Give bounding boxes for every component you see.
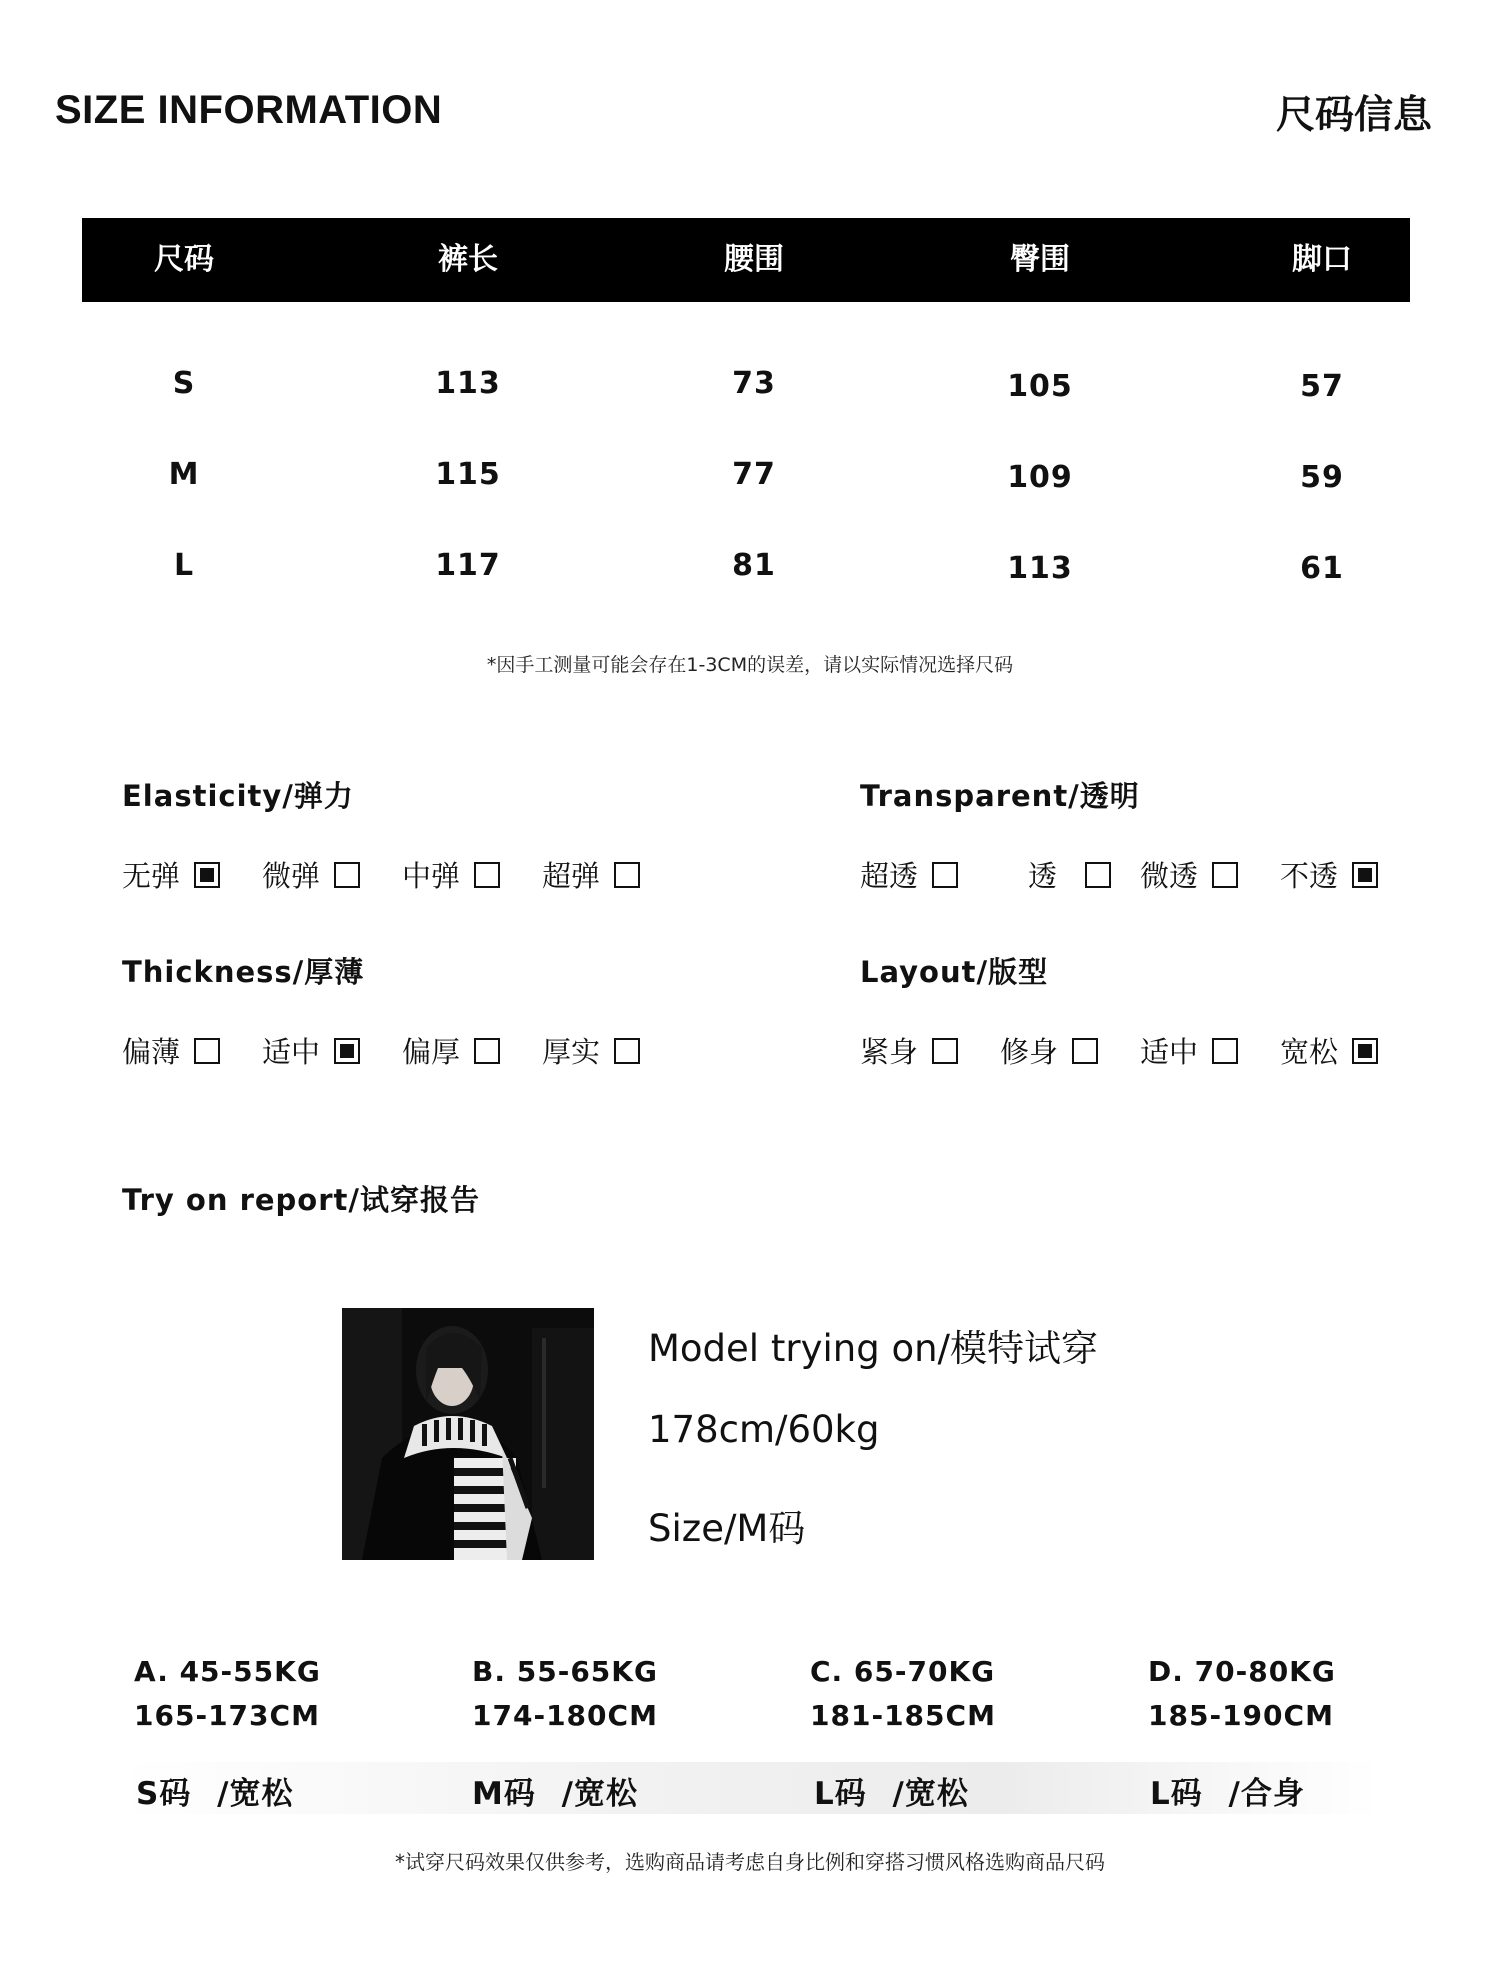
option-label: 超透 [860, 859, 919, 893]
thickness-title: Thickness/厚薄 [122, 955, 365, 989]
fit-group-height: 174-180CM [472, 1699, 658, 1732]
checkbox-checked-icon[interactable] [194, 862, 220, 888]
table-cell: 117 [435, 548, 501, 583]
table-cell: 109 [1007, 460, 1073, 495]
table-cell: 57 [1300, 369, 1344, 404]
option-label: 偏厚 [402, 1035, 461, 1069]
model-photo-image [342, 1308, 594, 1560]
checkbox-icon[interactable] [932, 1038, 958, 1064]
table-cell: M [168, 457, 200, 492]
option-label: 适中 [1140, 1035, 1199, 1069]
layout-options [860, 1030, 1420, 1071]
fit-group-b [472, 1650, 658, 1738]
checkbox-checked-icon[interactable] [1352, 862, 1378, 888]
fit-group-weight: C. 65-70KG [810, 1655, 996, 1688]
model-trying-on-label: Model trying on/模特试穿 [648, 1327, 1098, 1370]
page-title-zh: 尺码信息 [1275, 93, 1432, 138]
fit-result: M码 /宽松 [472, 1776, 638, 1812]
layout-title: Layout/版型 [860, 955, 1049, 989]
table-cell: 77 [732, 457, 776, 492]
checkbox-icon[interactable] [194, 1038, 220, 1064]
table-cell: 59 [1300, 460, 1344, 495]
fit-result: L码 /宽松 [814, 1776, 969, 1812]
option-label: 无弹 [122, 859, 181, 893]
transparent-options [860, 854, 1420, 895]
model-photo [342, 1308, 594, 1560]
fit-group-weight: A. 45-55KG [134, 1655, 321, 1688]
transparent-title: Transparent/透明 [860, 779, 1140, 813]
checkbox-icon[interactable] [614, 862, 640, 888]
option-label: 紧身 [860, 1035, 919, 1069]
fit-group-height: 185-190CM [1148, 1699, 1334, 1732]
column-header-hem: 脚口 [1292, 242, 1352, 277]
fit-group-weight: D. 70-80KG [1148, 1655, 1336, 1688]
checkbox-icon[interactable] [1212, 1038, 1238, 1064]
checkbox-icon[interactable] [1072, 1038, 1098, 1064]
column-header-hip: 臀围 [1010, 242, 1070, 277]
column-header-waist: 腰围 [724, 242, 784, 277]
fit-group-d [1148, 1650, 1336, 1738]
checkbox-icon[interactable] [1212, 862, 1238, 888]
option-label: 超弹 [542, 859, 601, 893]
table-cell: 113 [1007, 551, 1073, 586]
column-header-length: 裤长 [438, 242, 498, 277]
fit-group-c [810, 1650, 996, 1738]
fit-result: L码 /合身 [1150, 1776, 1305, 1812]
table-cell: 113 [435, 366, 501, 401]
model-size: Size/M码 [648, 1507, 806, 1550]
fit-group-height: 165-173CM [134, 1699, 320, 1732]
option-label: 不透 [1280, 859, 1339, 893]
model-measurements: 178cm/60kg [648, 1408, 880, 1451]
option-label: 透 [1028, 859, 1058, 893]
option-label: 宽松 [1280, 1035, 1339, 1069]
option-label: 修身 [1000, 1035, 1059, 1069]
elasticity-title: Elasticity/弹力 [122, 779, 354, 813]
table-cell: L [173, 548, 195, 583]
option-label: 偏薄 [122, 1035, 181, 1069]
option-label: 中弹 [402, 859, 461, 893]
page-title-en: SIZE INFORMATION [55, 88, 443, 132]
table-cell: S [172, 366, 196, 401]
option-label: 厚实 [542, 1035, 601, 1069]
checkbox-icon[interactable] [334, 862, 360, 888]
fit-group-height: 181-185CM [810, 1699, 996, 1732]
option-label: 微透 [1140, 859, 1199, 893]
checkbox-icon[interactable] [932, 862, 958, 888]
measurement-note: *因手工测量可能会存在1-3CM的误差，请以实际情况选择尺码 [486, 654, 1014, 676]
table-cell: 115 [435, 457, 501, 492]
fit-result: S码 /宽松 [136, 1776, 294, 1812]
checkbox-icon[interactable] [1085, 862, 1111, 888]
option-label: 适中 [262, 1035, 321, 1069]
table-cell: 73 [732, 366, 776, 401]
thickness-options [122, 1030, 682, 1071]
table-cell: 105 [1007, 369, 1073, 404]
try-on-footnote: *试穿尺码效果仅供参考，选购商品请考虑自身比例和穿搭习惯风格选购商品尺码 [395, 1850, 1105, 1874]
option-label: 微弹 [262, 859, 321, 893]
checkbox-icon[interactable] [474, 862, 500, 888]
elasticity-options [122, 854, 682, 895]
fit-group-weight: B. 55-65KG [472, 1655, 658, 1688]
checkbox-icon[interactable] [474, 1038, 500, 1064]
table-cell: 61 [1300, 551, 1344, 586]
size-table-header [82, 218, 1410, 302]
table-cell: 81 [732, 548, 776, 583]
checkbox-icon[interactable] [614, 1038, 640, 1064]
checkbox-checked-icon[interactable] [334, 1038, 360, 1064]
try-on-title: Try on report/试穿报告 [122, 1183, 480, 1217]
checkbox-checked-icon[interactable] [1352, 1038, 1378, 1064]
column-header-size: 尺码 [154, 242, 214, 277]
fit-group-a [134, 1650, 321, 1738]
